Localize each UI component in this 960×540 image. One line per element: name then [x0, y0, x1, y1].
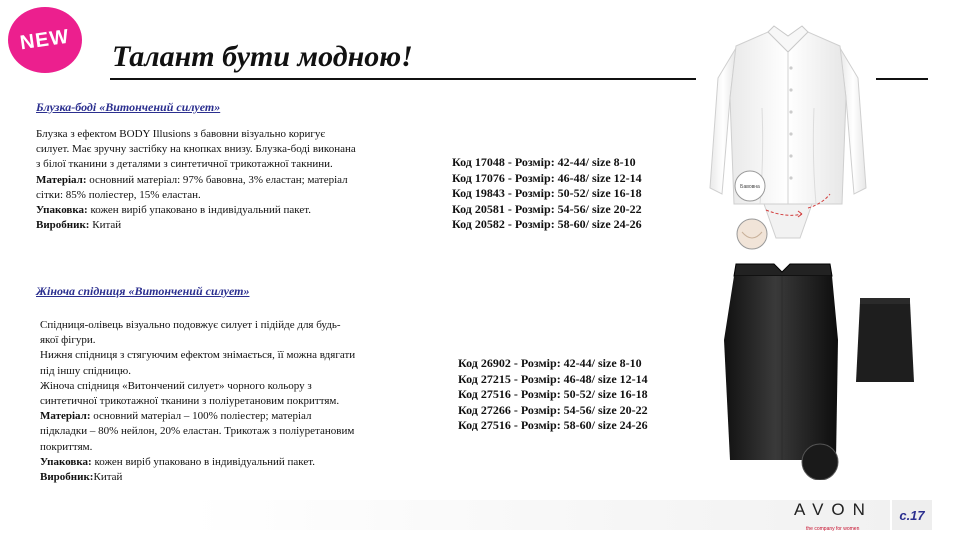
skirt-description	[40, 318, 440, 485]
blouse-material	[36, 173, 446, 188]
page-number: c.17	[892, 500, 932, 530]
footer-bar	[190, 500, 890, 530]
skirt-image	[716, 260, 856, 480]
code-row: Код 20581 - Розмір: 54-56/ size 20-22	[452, 201, 642, 216]
package-text: кожен виріб упаковано в індивідуальний пакет.	[87, 204, 311, 217]
maker-label: Виробник:	[36, 219, 90, 232]
skirt-title: Жіноча спідниця «Витончений силует»	[36, 284, 250, 298]
skirt-package	[40, 455, 440, 470]
skirt-desc-line: Жіноча спідниця «Витончений силует» чорного кольору з	[40, 379, 312, 392]
package-label: Упаковка:	[36, 204, 88, 217]
package-text: кожен виріб упаковано в індивідуальний пакет.	[91, 455, 315, 468]
material-text: основний матеріал – 100% поліестер; матеріал	[90, 410, 312, 423]
title-divider-right	[876, 78, 928, 80]
title-divider-left	[110, 78, 696, 80]
blouse-codes	[452, 155, 642, 233]
code-row: Код 27516 - Розмір: 58-60/ size 24-26	[458, 418, 648, 433]
blouse-title: Блузка-боді «Витончений силует»	[36, 100, 221, 114]
skirt-desc-line: Нижня спідниця з стягуючим ефектом знімається, її можна вдягати	[40, 349, 356, 362]
skirt-codes	[458, 356, 648, 434]
code-row: Код 27266 - Розмір: 54-56/ size 20-22	[458, 402, 648, 417]
maker-text: Китай	[93, 471, 123, 484]
cotton-label: Бавовна	[740, 184, 760, 190]
blouse-image	[706, 18, 870, 250]
fabric-detail-icon	[802, 444, 838, 480]
blouse-desc-line: з білої тканини з деталями з синтетичної трикотажної такнини.	[36, 158, 333, 171]
material-label: Матеріал:	[36, 173, 87, 186]
blouse-desc-line: Блузка з ефектом BODY Illusions з бавовни візуально коригує	[36, 128, 326, 140]
skirt-material-cont: покриттям.	[40, 440, 93, 453]
code-row: Код 26902 - Розмір: 42-44/ size 8-10	[458, 356, 642, 370]
code-row: Код 17076 - Розмір: 46-48/ size 12-14	[452, 170, 642, 185]
maker-label: Виробник:	[40, 471, 94, 484]
skirt-material-cont: підкладки – 80% нейлон, 20% еластан. Трикотаж з поліуретановим	[40, 425, 355, 438]
material-text: основний матеріал: 97% бавовна, 3% еластан; матеріал	[86, 173, 348, 186]
blouse-material-cont: сітки: 85% поліестер, 15% еластан.	[36, 188, 201, 201]
blouse-description	[36, 127, 446, 233]
package-label: Упаковка:	[40, 455, 92, 468]
blouse-maker	[36, 218, 446, 233]
code-row: Код 17048 - Розмір: 42-44/ size 8-10	[452, 155, 636, 169]
skirt-maker	[40, 470, 440, 485]
new-badge	[8, 7, 82, 73]
skirt-desc-line: якої фігури.	[40, 334, 96, 347]
detail-inset	[737, 219, 767, 249]
page-title: Талант бути модною!	[112, 40, 413, 73]
code-row: Код 19843 - Розмір: 50-52/ size 16-18	[452, 186, 642, 201]
code-row: Код 27516 - Розмір: 50-52/ size 16-18	[458, 387, 648, 402]
skirt-desc-line: синтетичної трикотажної тканини з поліуретановим покриттям.	[40, 395, 340, 408]
skirt-desc-line: Спідниця-олівець візуально подовжує силует і підійде для будь-	[40, 319, 341, 331]
code-row: Код 20582 - Розмір: 58-60/ size 24-26	[452, 217, 642, 232]
avon-logo: AVON	[794, 500, 873, 519]
skirt-material	[40, 409, 440, 424]
skirt-desc-line: під іншу спідницю.	[40, 364, 132, 377]
blouse-desc-line: силует. Має зручну застібку на кнопках внизу. Блузка-боді виконана	[36, 143, 356, 156]
maker-text: Китай	[89, 219, 122, 232]
avon-tagline: the company for women	[806, 526, 860, 532]
code-row: Код 27215 - Розмір: 46-48/ size 12-14	[458, 371, 648, 386]
new-badge-label: NEW	[18, 25, 72, 54]
blouse-package	[36, 203, 446, 218]
underskirt-image	[852, 298, 918, 384]
material-label: Матеріал:	[40, 410, 91, 423]
